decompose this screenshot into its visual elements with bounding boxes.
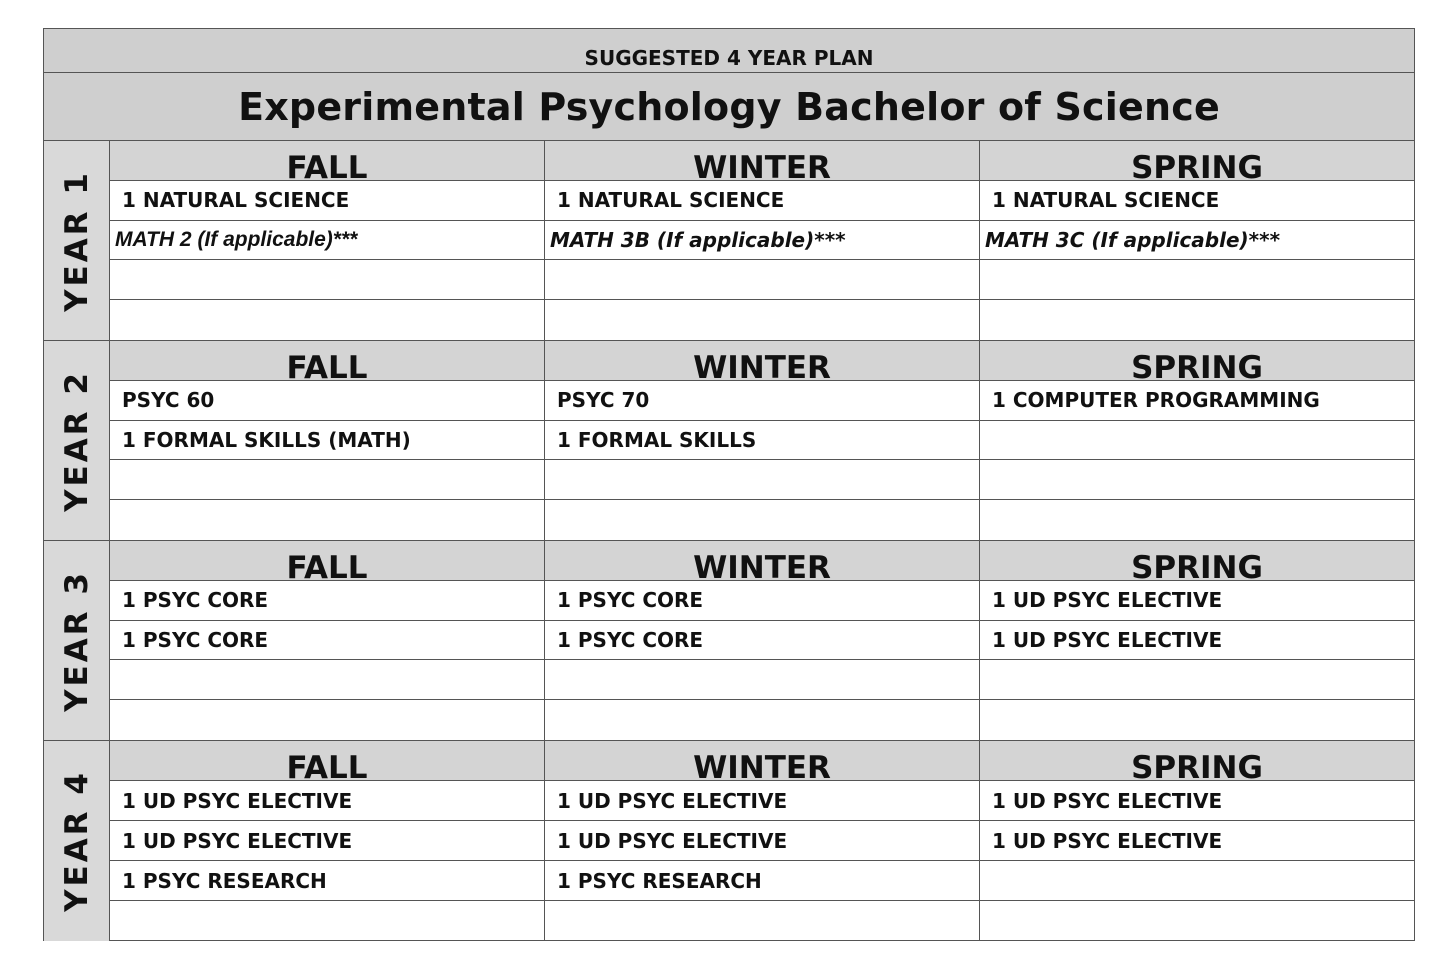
course-cell	[980, 260, 1414, 300]
course-cell: 1 PSYC CORE	[545, 581, 979, 621]
term-fall	[110, 741, 545, 941]
term-heading: FALL	[286, 750, 368, 781]
course-cell: 1 NATURAL SCIENCE	[980, 181, 1414, 221]
course-cell	[110, 460, 544, 500]
term-heading: SPRING	[1131, 750, 1263, 781]
term-spring	[980, 141, 1414, 340]
term-heading: WINTER	[693, 149, 831, 181]
course-cell	[545, 500, 979, 540]
year-label: YEAR 2	[58, 369, 95, 512]
course-cell: 1 PSYC RESEARCH	[110, 861, 544, 901]
course-cell	[980, 460, 1414, 500]
course-cell	[980, 500, 1414, 540]
course-cell	[545, 660, 979, 700]
course-cell: 1 PSYC CORE	[110, 581, 544, 621]
course-cell: MATH 3C (If applicable)***	[980, 221, 1414, 261]
term-heading: SPRING	[1131, 549, 1263, 581]
term-fall	[110, 341, 545, 540]
term-heading: SPRING	[1131, 349, 1263, 381]
course-cell: 1 UD PSYC ELECTIVE	[980, 821, 1414, 861]
term-heading: WINTER	[693, 549, 831, 581]
term-heading: WINTER	[693, 750, 831, 781]
course-cell	[545, 901, 979, 941]
year-block-3	[44, 541, 1414, 741]
course-cell: 1 FORMAL SKILLS (MATH)	[110, 421, 544, 461]
course-cell	[545, 300, 979, 340]
course-cell: 1 COMPUTER PROGRAMMING	[980, 381, 1414, 421]
year-label-cell	[44, 141, 110, 340]
year-label: YEAR 1	[58, 169, 95, 312]
course-cell: 1 NATURAL SCIENCE	[110, 181, 544, 221]
plan-subtitle: SUGGESTED 4 YEAR PLAN	[44, 29, 1414, 73]
course-cell: 1 UD PSYC ELECTIVE	[980, 621, 1414, 661]
term-winter	[545, 341, 980, 540]
course-cell: 1 UD PSYC ELECTIVE	[110, 781, 544, 821]
course-cell: MATH 3B (If applicable)***	[545, 221, 979, 261]
course-cell	[110, 500, 544, 540]
term-winter	[545, 541, 980, 740]
term-fall	[110, 541, 545, 740]
course-cell	[980, 861, 1414, 901]
course-cell: 1 PSYC RESEARCH	[545, 861, 979, 901]
plan-title: Experimental Psychology Bachelor of Science	[44, 73, 1414, 141]
course-cell	[545, 700, 979, 740]
term-heading: SPRING	[1131, 149, 1263, 181]
term-heading: WINTER	[693, 349, 831, 381]
course-cell: PSYC 60	[110, 381, 544, 421]
course-cell	[110, 660, 544, 700]
course-cell	[110, 700, 544, 740]
term-fall	[110, 141, 545, 340]
year-block-2	[44, 341, 1414, 541]
course-cell: 1 UD PSYC ELECTIVE	[980, 581, 1414, 621]
course-cell: 1 NATURAL SCIENCE	[545, 181, 979, 221]
course-cell	[110, 901, 544, 941]
course-cell: 1 UD PSYC ELECTIVE	[110, 821, 544, 861]
course-cell: 1 UD PSYC ELECTIVE	[980, 781, 1414, 821]
course-cell: 1 PSYC CORE	[110, 621, 544, 661]
course-cell: 1 UD PSYC ELECTIVE	[545, 821, 979, 861]
course-cell	[110, 300, 544, 340]
course-cell: 1 FORMAL SKILLS	[545, 421, 979, 461]
course-cell	[980, 421, 1414, 461]
term-heading: FALL	[286, 149, 368, 181]
course-cell: 1 PSYC CORE	[545, 621, 979, 661]
term-heading: FALL	[286, 349, 368, 381]
course-cell: MATH 2 (If applicable)***	[110, 221, 544, 261]
year-block-1	[44, 141, 1414, 341]
term-spring	[980, 741, 1414, 941]
term-spring	[980, 341, 1414, 540]
course-cell	[545, 260, 979, 300]
year-label-cell	[44, 741, 110, 941]
four-year-plan-table	[43, 28, 1415, 941]
term-spring	[980, 541, 1414, 740]
course-cell	[980, 700, 1414, 740]
term-winter	[545, 741, 980, 941]
course-cell: PSYC 70	[545, 381, 979, 421]
term-heading: FALL	[286, 549, 368, 581]
year-label-cell	[44, 341, 110, 540]
course-cell	[980, 300, 1414, 340]
course-cell: 1 UD PSYC ELECTIVE	[545, 781, 979, 821]
course-cell	[545, 460, 979, 500]
term-winter	[545, 141, 980, 340]
year-label-cell	[44, 541, 110, 740]
course-cell	[980, 660, 1414, 700]
course-cell	[980, 901, 1414, 941]
course-cell	[110, 260, 544, 300]
year-label: YEAR 4	[58, 770, 95, 912]
year-label: YEAR 3	[58, 569, 95, 712]
year-block-4	[44, 741, 1414, 941]
